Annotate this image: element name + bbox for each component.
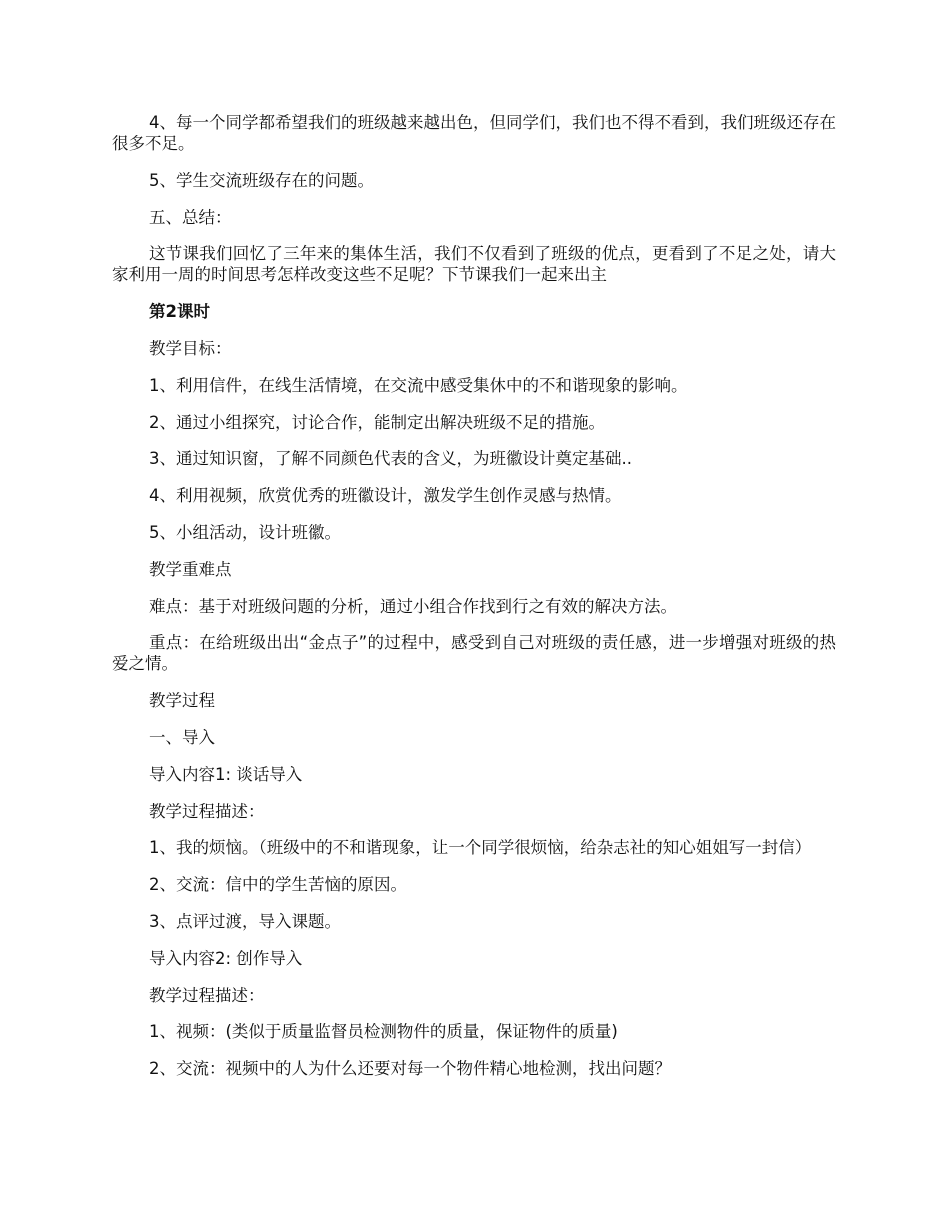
list-item: 3、通过知识窗，了解不同颜色代表的含义，为班徽设计奠定基础.. <box>149 449 632 469</box>
list-item: 1、视频：(类似于质量监督员检测物件的质量，保证物件的质量) <box>149 1022 618 1042</box>
section-heading: 教学重难点 <box>149 559 232 579</box>
section-heading: 教学过程描述： <box>149 801 265 821</box>
document-page <box>112 112 836 1095</box>
list-item: 2、交流：视频中的人为什么还要对每一个物件精心地检测，找出问题？ <box>149 1059 671 1079</box>
lesson-heading: 第2课时 <box>149 302 210 322</box>
list-item: 2、通过小组探究，讨论合作，能制定出解决班级不足的措施。 <box>149 412 605 432</box>
list-item: 1、利用信件，在线生活情境，在交流中感受集休中的不和谐现象的影响。 <box>149 375 688 395</box>
list-item: 4、利用视频，欣赏优秀的班徽设计，激发学生创作灵感与热情。 <box>149 486 622 506</box>
paragraph: 4、每一个同学都希望我们的班级越来越出色，但同学们，我们也不得不看到，我们班级还存在很多不足。 <box>112 113 836 153</box>
section-heading: 一、导入 <box>149 727 215 747</box>
paragraph: 导入内容1: 谈话导入 <box>149 764 303 784</box>
list-item: 5、小组活动，设计班徽。 <box>149 522 341 542</box>
paragraph: 难点：基于对班级问题的分析，通过小组合作找到行之有效的解决方法。 <box>149 596 677 616</box>
paragraph: 重点：在给班级出出“金点子”的过程中，感受到自己对班级的责任感，进一步增强对班级的热爱之情。 <box>112 633 836 674</box>
paragraph: 导入内容2: 创作导入 <box>149 948 303 968</box>
list-item: 2、交流：信中的学生苦恼的原因。 <box>149 875 407 895</box>
section-heading: 教学过程描述： <box>149 985 265 1005</box>
paragraph: 这节课我们回忆了三年来的集体生活，我们不仅看到了班级的优点，更看到了不足之处，请大家利用一周的时间思考怎样改变这些不足呢？下节课我们一起来出主 <box>112 244 836 285</box>
section-heading: 教学目标： <box>149 338 232 358</box>
list-item: 1、我的烦恼。（班级中的不和谐现象，让一个同学很烦恼，给杂志社的知心姐姐写一封信） <box>149 838 812 858</box>
section-heading: 教学过程 <box>149 691 215 711</box>
list-item: 3、点评过渡，导入课题。 <box>149 911 341 931</box>
paragraph: 5、学生交流班级存在的问题。 <box>149 170 374 190</box>
section-heading: 五、总结： <box>149 207 232 227</box>
